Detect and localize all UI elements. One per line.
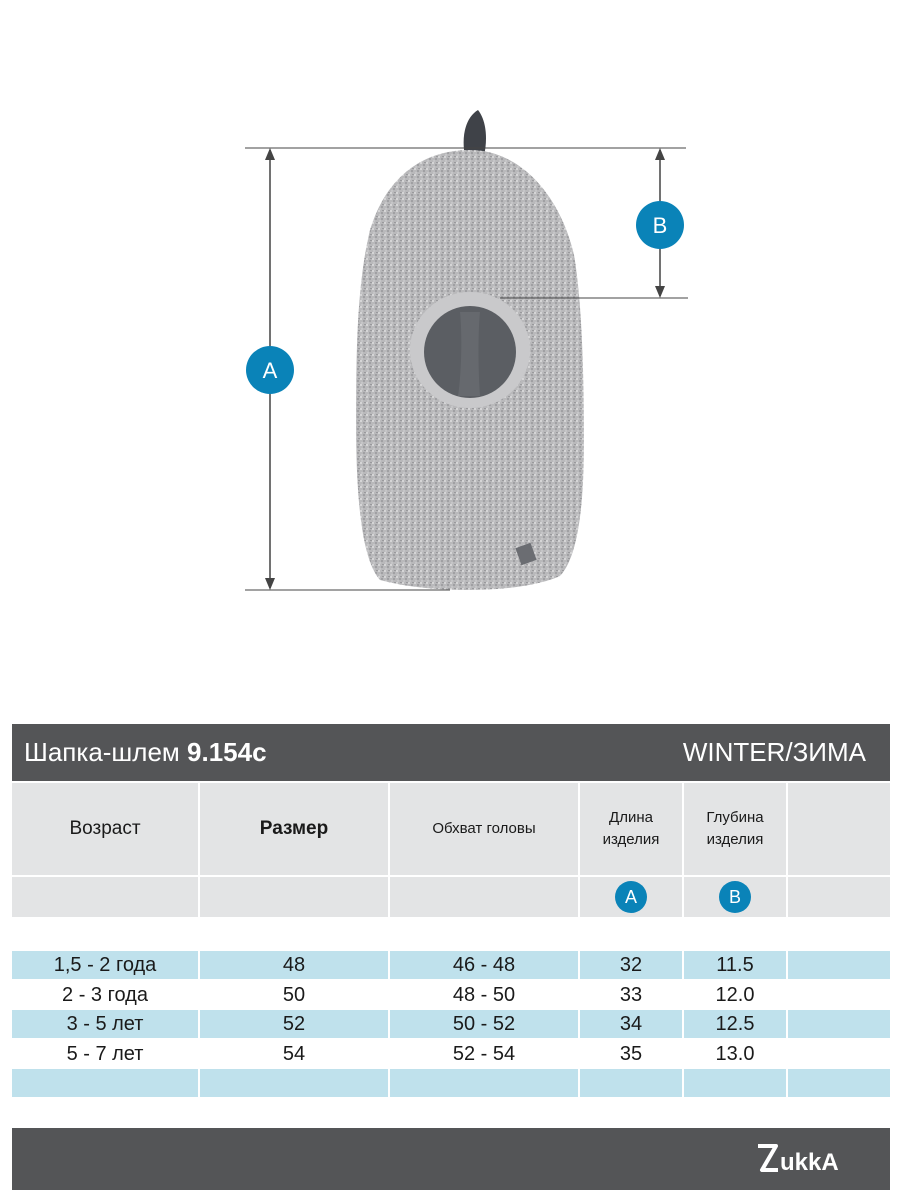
- table-row: 1,5 - 2 года 48 46 - 48 32 11.5: [12, 951, 890, 979]
- header-length: Длина изделия: [580, 783, 684, 875]
- dimension-b-label: B: [652, 213, 668, 238]
- header-age: Возраст: [12, 783, 200, 875]
- svg-text:ukkA: ukkA: [780, 1149, 839, 1176]
- badge-a: A: [615, 881, 647, 913]
- season-label: WINTER/ЗИМА: [682, 737, 866, 767]
- product-title: Шапка-шлем 9.154с: [24, 737, 267, 767]
- header-depth: Глубина изделия: [684, 783, 788, 875]
- table-header-row: [12, 783, 890, 875]
- badge-b: B: [719, 881, 751, 913]
- header-size: Размер: [200, 783, 390, 875]
- table-row: 5 - 7 лет 54 52 - 54 35 13.0: [12, 1040, 890, 1068]
- table-row: 2 - 3 года 50 48 - 50 33 12.0: [12, 981, 890, 1009]
- corner-mark: c: [14, 724, 19, 734]
- table-badge-row: [12, 877, 890, 917]
- table-title-bar: [12, 724, 890, 781]
- table-row: 3 - 5 лет 52 50 - 52 34 12.5: [12, 1010, 890, 1038]
- hat-spike-top: [464, 110, 486, 156]
- table-row-empty: [12, 1069, 890, 1097]
- dimension-a-label: A: [262, 358, 278, 383]
- footer-bar: [12, 1128, 890, 1190]
- header-empty: [788, 783, 890, 875]
- zukka-logo: [754, 1136, 874, 1182]
- header-head-circumference: Обхват головы: [390, 783, 580, 875]
